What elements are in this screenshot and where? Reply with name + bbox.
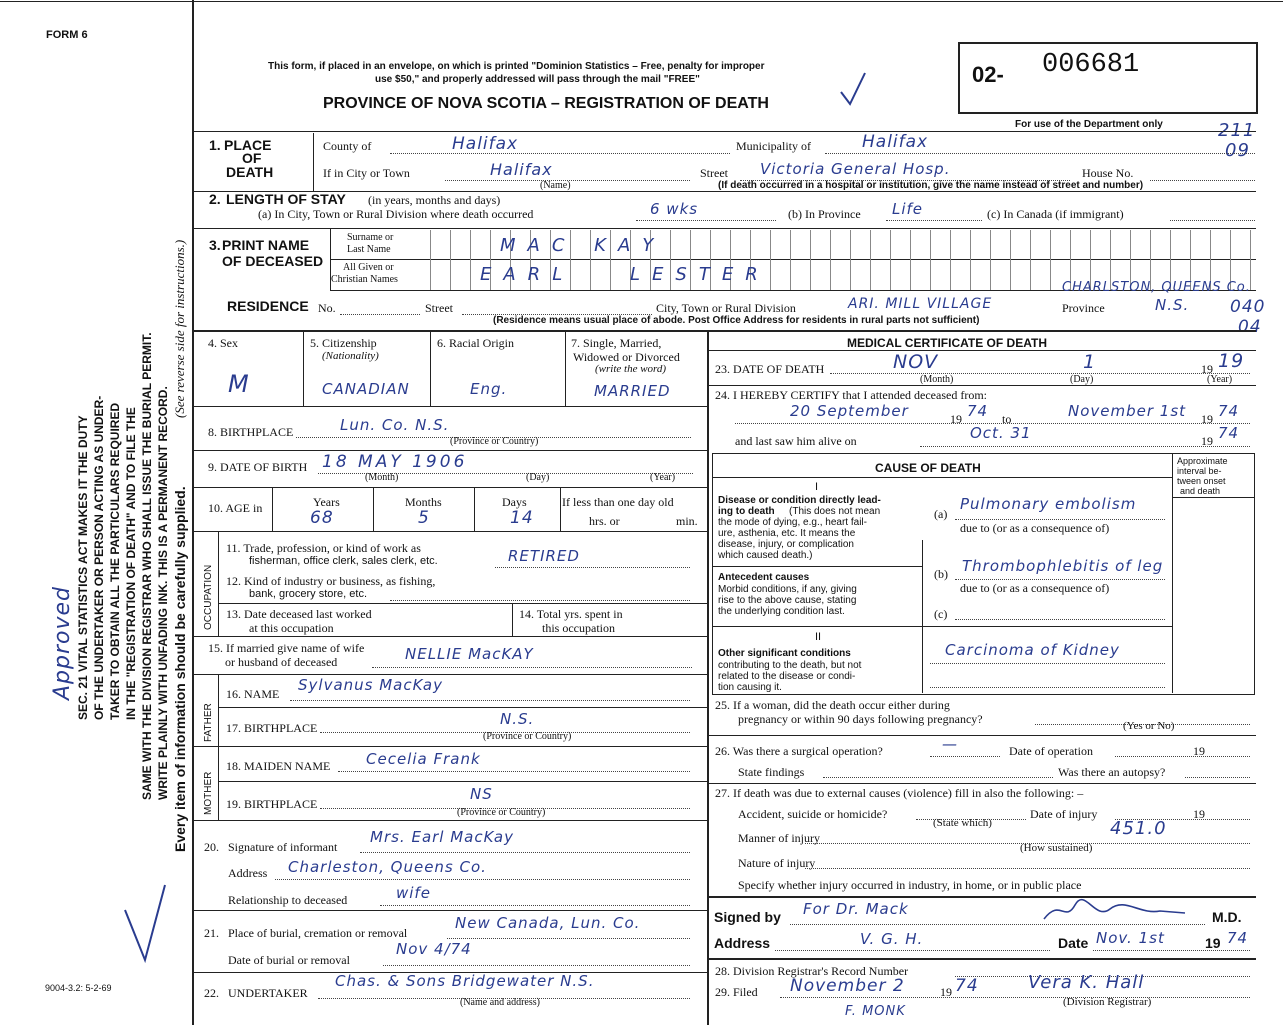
physician-address-value: V. G. H. xyxy=(860,930,924,948)
relationship-value: wife xyxy=(396,884,431,902)
father-birthplace-label: 17. BIRTHPLACE xyxy=(226,721,318,735)
name-grid-cell-divider xyxy=(770,230,771,290)
attended-from-year-prefix: 19 xyxy=(950,412,962,426)
stay-units: (in years, months and days) xyxy=(368,193,501,207)
other-conditions-4: tion causing it. xyxy=(718,682,782,693)
check-mark xyxy=(120,880,175,970)
sex-value: M xyxy=(228,370,250,398)
spouse-value: NELLIE MacKAY xyxy=(405,645,534,663)
physician-date-label: Date xyxy=(1058,935,1089,951)
residence-province: N.S. xyxy=(1155,296,1190,314)
hospital-note: (If death occurred in a hospital or institution, give the name instead of street and number) xyxy=(718,180,1144,191)
manner-code: 451.0 xyxy=(1110,818,1167,839)
other-conditions-2: contributing to the death, but not xyxy=(718,660,862,671)
name-grid-cell-divider xyxy=(890,230,891,290)
marital-label-1: 7. Single, Married, xyxy=(571,336,662,350)
marital-label-3: (write the word) xyxy=(595,363,667,375)
side-text-line-2: OF THE UNDERTAKER OR PERSON ACTING AS UNDER- xyxy=(92,395,106,720)
spouse-label-2: or husband of deceased xyxy=(225,655,338,669)
cause-b-label: (b) xyxy=(934,567,948,581)
form-code: FORM 6 xyxy=(46,29,88,41)
undertaker-value: Chas. & Sons Bridgewater N.S. xyxy=(335,972,595,990)
interval-label-1: Approximate xyxy=(1177,456,1228,466)
findings-label: State findings xyxy=(738,765,805,779)
direct-cause-3: (This does not mean xyxy=(789,506,881,517)
surname-label-1: Surname or xyxy=(347,232,394,243)
stay-province-value: Life xyxy=(892,200,924,218)
direct-cause-7: which caused death.) xyxy=(718,550,813,561)
mother-name-label: 18. MAIDEN NAME xyxy=(226,759,331,773)
mother-name-value: Cecelia Frank xyxy=(366,750,481,768)
direct-cause-1: Disease or condition directly lead- xyxy=(718,495,881,506)
racial-label: 6. Racial Origin xyxy=(437,336,514,350)
name-grid-cell-divider xyxy=(810,230,811,290)
informant-signature: Mrs. Earl MacKay xyxy=(370,828,514,846)
given-label-2: Christian Names xyxy=(331,274,398,285)
burial-date-value: Nov 4/74 xyxy=(396,940,472,958)
name-grid-cell-divider xyxy=(910,230,911,290)
residence-code-2: 04 xyxy=(1238,317,1262,337)
death-year-prefix: 19 xyxy=(1201,362,1213,376)
burial-place-value: New Canada, Lun. Co. xyxy=(455,914,641,932)
place-num: 1. xyxy=(209,137,221,153)
county-value: Halifax xyxy=(452,134,519,154)
filed-label: 29. Filed xyxy=(715,985,758,999)
death-year: 19 xyxy=(1218,350,1245,372)
cause-b-value: Thrombophlebitis of leg xyxy=(962,557,1164,575)
how-sustained-caption: (How sustained) xyxy=(1020,842,1093,854)
interval-label-2: interval be- xyxy=(1177,466,1222,476)
postal-notice-1: This form, if placed in an envelope, on which is printed "Dominion Statistics – Free, penalty for improper xyxy=(268,61,765,72)
sex-label: 4. Sex xyxy=(208,336,238,350)
other-conditions-1: Other significant conditions xyxy=(718,648,851,659)
citizenship-sub: (Nationality) xyxy=(322,350,379,362)
yes-no-caption: (Yes or No) xyxy=(1123,720,1175,732)
autopsy-label: Was there an autopsy? xyxy=(1058,765,1166,779)
last-worked-label-2: at this occupation xyxy=(249,621,334,635)
signed-by-value: For Dr. Mack xyxy=(803,900,909,918)
burial-num: 21. xyxy=(204,926,219,940)
interval-label-3: tween onset xyxy=(1177,476,1226,486)
mother-birthplace-label: 19. BIRTHPLACE xyxy=(226,797,318,811)
given-name-1: EARL xyxy=(480,264,575,285)
father-birthplace-value: N.S. xyxy=(500,710,535,728)
antecedent-1: Antecedent causes xyxy=(718,572,810,583)
relationship-label: Relationship to deceased xyxy=(228,893,348,907)
mother-prov-caption: (Province or Country) xyxy=(457,807,546,818)
due-to-label-1: due to (or as a consequence of) xyxy=(960,521,1110,535)
cause-c-label: (c) xyxy=(934,607,948,621)
reg-prefix: 02- xyxy=(972,62,1004,87)
industry-label-1: 12. Kind of industry or business, as fishing, xyxy=(226,574,436,588)
physician-address-label: Address xyxy=(714,935,771,951)
informant-address-label: Address xyxy=(228,866,268,880)
surname-value: MAC KAY xyxy=(500,235,666,256)
attended-to-label: to xyxy=(1002,412,1012,426)
specify-label: Specify whether injury occurred in industry, in home, or in public place xyxy=(738,878,1082,892)
stay-label: LENGTH OF STAY xyxy=(226,191,346,207)
age-label: 10. AGE in xyxy=(208,501,263,515)
operation-date-label: Date of operation xyxy=(1009,744,1093,758)
approved-stamp: Approved xyxy=(50,585,75,700)
city-label: If in City or Town xyxy=(323,166,410,180)
mother-birthplace-value: NS xyxy=(470,785,493,803)
death-month: NOV xyxy=(893,351,939,373)
name-grid-cell-divider xyxy=(850,230,851,290)
footer-code: 9004-3.2: 5-2-69 xyxy=(45,983,112,993)
filed-value: November 2 xyxy=(790,976,905,996)
residence-street-label: Street xyxy=(425,301,453,315)
street-label: Street xyxy=(700,166,728,180)
name-grid-cell-divider xyxy=(870,230,871,290)
place-label-death: DEATH xyxy=(226,164,274,180)
injury-year: 19 xyxy=(1193,807,1205,821)
age-years-value: 68 xyxy=(310,508,334,528)
surgical-value: — xyxy=(942,735,958,753)
name-label-2: OF DECEASED xyxy=(222,253,324,269)
side-text-line-5: SAME WITH THE DIVISION REGISTRAR WHO SHALL ISSUE THE BURIAL PERMIT. xyxy=(140,332,154,800)
industry-label-2: bank, grocery store, etc. xyxy=(249,588,367,600)
side-text-line-4: IN THE "REGISTRATION OF DEATH" AND TO FILE THE xyxy=(124,407,138,720)
antecedent-3: rise to the above cause, stating xyxy=(718,595,857,606)
marital-label-2: Widowed or Divorced xyxy=(573,350,680,364)
name-grid-cell-divider xyxy=(450,230,451,290)
last-worked-label-1: 13. Date deceased last worked xyxy=(226,607,372,621)
name-grid-cell-divider xyxy=(830,230,831,290)
dob-label: 9. DATE OF BIRTH xyxy=(208,460,308,474)
informant-signature-label: Signature of informant xyxy=(228,840,338,854)
state-which-caption: (State which) xyxy=(933,817,992,829)
place-label: PLACE xyxy=(224,137,272,153)
residence-label: RESIDENCE xyxy=(227,298,309,314)
age-months-label: Months xyxy=(405,495,442,509)
father-name-label: 16. NAME xyxy=(226,687,280,701)
direct-cause-6: disease, injury, or complication xyxy=(718,539,854,550)
attended-to: November 1st xyxy=(1068,402,1187,420)
name-grid-cell-divider xyxy=(1010,230,1011,290)
given-label-1: All Given or xyxy=(343,262,394,273)
father-prov-caption: (Province or Country) xyxy=(483,731,572,742)
side-text-line-6: WRITE PLAINLY WITH UNFADING INK. THIS IS A PERMANENT RECORD. xyxy=(156,386,170,800)
birthplace-value: Lun. Co. N.S. xyxy=(340,416,450,434)
stay-city-label: (a) In City, Town or Rural Division where death occurred xyxy=(258,207,534,221)
side-text-line-8: (See reverse side for instructions.) xyxy=(172,239,187,418)
certify-label: 24. I HEREBY CERTIFY that I attended deceased from: xyxy=(715,388,987,402)
death-month-caption: (Month) xyxy=(920,374,954,385)
given-name-2: LESTER xyxy=(630,264,770,285)
father-name-value: Sylvanus MacKay xyxy=(298,676,443,694)
form-title: PROVINCE OF NOVA SCOTIA – REGISTRATION OF DEATH xyxy=(323,95,769,112)
informant-address: Charleston, Queens Co. xyxy=(288,858,487,876)
undertaker-label: UNDERTAKER xyxy=(228,986,308,1000)
dob-month-caption: (Month) xyxy=(365,472,399,483)
medical-title: MEDICAL CERTIFICATE OF DEATH xyxy=(847,336,1047,350)
direct-cause-5: ure, asthenia, etc. It means the xyxy=(718,528,856,539)
interval-label-4: and death xyxy=(1180,486,1221,496)
attended-to-year: 74 xyxy=(1218,402,1240,420)
cause-a-value: Pulmonary embolism xyxy=(960,495,1137,513)
municipality-value: Halifax xyxy=(862,132,929,152)
dob-value: 18 MAY 1906 xyxy=(322,452,468,472)
age-months-value: 5 xyxy=(418,508,430,528)
street-value: Victoria General Hosp. xyxy=(760,160,951,178)
name-grid-cell-divider xyxy=(1050,230,1051,290)
attended-to-year-prefix: 19 xyxy=(1201,412,1213,426)
direct-cause-4: the mode of dying, e.g., heart fail- xyxy=(718,517,867,528)
less-day-min: min. xyxy=(676,514,698,528)
manner-label: Manner of injury xyxy=(738,831,820,845)
side-text-line-7: Every item of information should be carefully supplied. xyxy=(172,486,188,852)
age-days-value: 14 xyxy=(510,508,534,528)
residence-note: (Residence means usual place of abode. Post Office Address for residents in rural parts not sufficient) xyxy=(493,315,980,326)
dept-code-2: 09 xyxy=(1225,140,1250,161)
accident-label: Accident, suicide or homicide? xyxy=(738,807,888,821)
filed-year: 74 xyxy=(955,976,979,996)
antecedent-4: the underlying condition last. xyxy=(718,606,845,617)
death-day-caption: (Day) xyxy=(1070,374,1094,385)
name-grid-cell-divider xyxy=(970,230,971,290)
margin-rule xyxy=(192,0,194,1025)
residence-city-extra: CHARLSTON, QUEENS Co. xyxy=(1062,280,1251,295)
name-grid-cell-divider xyxy=(1030,230,1031,290)
citizenship-label: 5. Citizenship xyxy=(310,336,377,350)
cause-title: CAUSE OF DEATH xyxy=(875,461,981,475)
death-year-caption: (Year) xyxy=(1207,374,1233,385)
other-conditions-3: related to the disease or condi- xyxy=(718,671,856,682)
dept-code-1: 211 xyxy=(1218,120,1256,141)
filer-stamp: F. MONK xyxy=(845,1004,906,1019)
registrar-signature: Vera K. Hall xyxy=(1028,972,1145,993)
occupation-side-label: OCCUPATION xyxy=(203,564,214,630)
operation-year: 19 xyxy=(1193,744,1205,758)
municipality-label: Municipality of xyxy=(736,139,811,153)
part-ii-label: II xyxy=(815,631,822,643)
death-day: 1 xyxy=(1083,351,1097,373)
name-caption: (Name) xyxy=(540,180,571,191)
registration-number-box xyxy=(958,42,1258,114)
undertaker-caption: (Name and address) xyxy=(460,997,540,1008)
undertaker-num: 22. xyxy=(204,986,219,1000)
attended-from-year: 74 xyxy=(967,402,989,420)
side-text-line-1: SEC. 21 VITAL STATISTICS ACT MAKES IT THE DUTY xyxy=(76,415,90,720)
surgical-label: 26. Was there a surgical operation? xyxy=(715,744,883,758)
total-years-label-1: 14. Total yrs. spent in xyxy=(519,607,623,621)
less-day-hrs: hrs. or xyxy=(589,514,620,528)
residence-no-label: No. xyxy=(318,301,336,315)
racial-value: Eng. xyxy=(470,380,508,398)
injury-date-label: Date of injury xyxy=(1030,807,1098,821)
mother-side-label: MOTHER xyxy=(203,771,214,815)
last-saw-year: 74 xyxy=(1218,424,1240,442)
attended-from: 20 September xyxy=(790,402,909,420)
physician-date-year: 74 xyxy=(1227,929,1249,947)
father-side-label: FATHER xyxy=(203,703,214,742)
stay-canada-label: (c) In Canada (if immigrant) xyxy=(987,207,1124,221)
house-label: House No. xyxy=(1082,166,1134,180)
county-label: County of xyxy=(323,139,372,153)
cause-a-label: (a) xyxy=(934,507,948,521)
part-i-label: I xyxy=(815,481,819,493)
nature-label: Nature of injury xyxy=(738,856,816,870)
name-grid-cell-divider xyxy=(930,230,931,290)
last-saw-label: and last saw him alive on xyxy=(735,434,857,448)
city-value: Halifax xyxy=(490,160,553,179)
last-saw-value: Oct. 31 xyxy=(970,424,1032,442)
stay-province-label: (b) In Province xyxy=(788,207,861,221)
filed-year-prefix: 19 xyxy=(940,985,952,999)
name-grid-cell-divider xyxy=(990,230,991,290)
burial-date-label: Date of burial or removal xyxy=(228,953,350,967)
age-years-label: Years xyxy=(313,495,340,509)
name-grid-cell-divider xyxy=(790,230,791,290)
stay-num: 2. xyxy=(209,191,221,207)
less-day-label: If less than one day old xyxy=(562,495,674,509)
physician-signature xyxy=(1040,893,1190,927)
place-label-of: OF xyxy=(242,150,262,166)
citizenship-value: CANADIAN xyxy=(322,380,410,398)
direct-cause-2: ing to death xyxy=(718,506,775,517)
physician-date-year-prefix: 19 xyxy=(1205,935,1221,951)
dob-year-caption: (Year) xyxy=(650,472,676,483)
md-label: M.D. xyxy=(1212,909,1242,925)
registrar-record-label: 28. Division Registrar's Record Number xyxy=(715,964,909,978)
trade-value: RETIRED xyxy=(508,547,580,565)
title-check-mark xyxy=(838,70,868,110)
side-text-line-3: TAKER TO OBTAIN ALL THE PARTICULARS REQUIRED xyxy=(108,402,122,720)
birthplace-label: 8. BIRTHPLACE xyxy=(208,425,294,439)
informant-num: 20. xyxy=(204,840,219,854)
total-years-label-2: this occupation xyxy=(542,621,615,635)
trade-label-2: fisherman, office clerk, sales clerk, etc. xyxy=(249,555,438,567)
residence-city: ARI. MILL VILLAGE xyxy=(848,296,993,312)
residence-province-label: Province xyxy=(1062,301,1105,315)
age-days-label: Days xyxy=(502,495,527,509)
dept-use-label: For use of the Department only xyxy=(1015,119,1163,130)
woman-label-1: 25. If a woman, did the death occur either during xyxy=(715,698,950,712)
other-conditions-value: Carcinoma of Kidney xyxy=(945,641,1120,659)
last-saw-year-prefix: 19 xyxy=(1201,434,1213,448)
death-date-label: 23. DATE OF DEATH xyxy=(715,362,825,376)
spouse-label-1: 15. If married give name of wife xyxy=(208,641,365,655)
external-cause-label: 27. If death was due to external causes (violence) fill in also the following: – xyxy=(715,786,1084,800)
stay-city-value: 6 wks xyxy=(650,200,699,218)
woman-label-2: pregnancy or within 90 days following pregnancy? xyxy=(738,712,983,726)
physician-date-value: Nov. 1st xyxy=(1096,929,1165,947)
name-grid-cell-divider xyxy=(430,230,431,290)
name-num: 3. xyxy=(209,237,221,253)
name-label-1: PRINT NAME xyxy=(222,237,310,253)
registrar-caption: (Division Registrar) xyxy=(1063,996,1152,1008)
name-grid-cell-divider xyxy=(950,230,951,290)
due-to-label-2: due to (or as a consequence of) xyxy=(960,581,1110,595)
antecedent-2: Morbid conditions, if any, giving xyxy=(718,584,857,595)
name-grid-cell-divider xyxy=(470,230,471,290)
dob-day-caption: (Day) xyxy=(526,472,550,483)
reg-number: 006681 xyxy=(1042,50,1140,80)
marital-value: MARRIED xyxy=(594,382,671,400)
residence-code-1: 040 xyxy=(1230,297,1266,317)
burial-place-label: Place of burial, cremation or removal xyxy=(228,926,408,940)
postal-notice-2: use $50," and properly addressed will pass through the mail "FREE" xyxy=(375,74,700,85)
residence-city-label: City, Town or Rural Division xyxy=(656,301,796,315)
signed-by-label: Signed by xyxy=(714,909,781,925)
surname-label-2: Last Name xyxy=(347,244,391,255)
trade-label-1: 11. Trade, profession, or kind of work as xyxy=(226,541,421,555)
birthplace-caption: (Province or Country) xyxy=(450,436,539,447)
